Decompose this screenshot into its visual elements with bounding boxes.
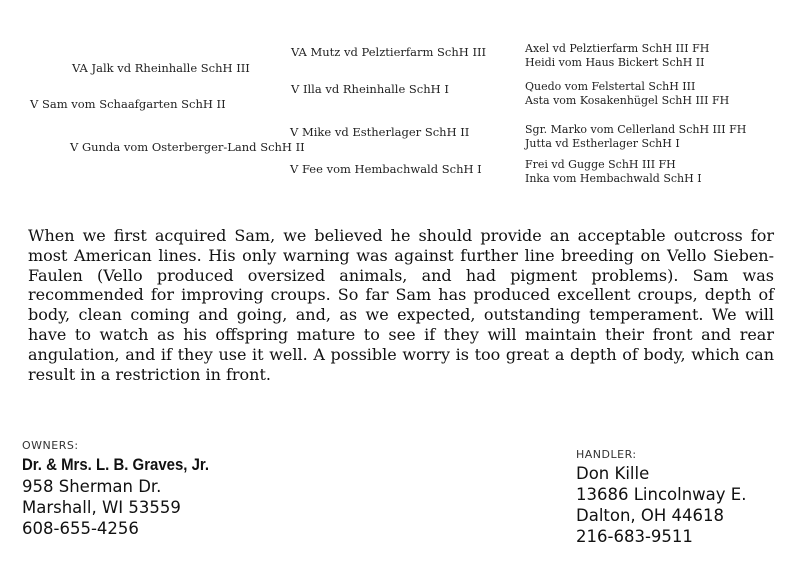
pedigree-gen4-sire: Quedo vom Felstertal SchH III [525,80,696,93]
handler-name: Don Kille [576,464,650,483]
pedigree-gen4-pair-4 [525,158,702,186]
handler-address-line-1: 13686 Lincolnway E. [576,485,747,504]
handler-address-line-2: Dalton, OH 44618 [576,506,725,525]
pedigree-gen4-dam: Heidi vom Haus Bickert SchH II [525,56,705,69]
pedigree-gen4-pair-1 [525,42,709,70]
pedigree-subject: V Sam vom Schaafgarten SchH II [30,97,226,111]
pedigree-dam-dam: V Fee vom Hembachwald SchH I [290,162,482,176]
pedigree-sire: VA Jalk vd Rheinhalle SchH III [72,61,250,75]
handler-phone: 216-683-9511 [576,527,693,546]
owners-label: OWNERS: [22,439,79,452]
pedigree-gen4-dam: Inka vom Hembachwald SchH I [525,172,702,185]
handler-label: HANDLER: [576,448,637,461]
pedigree-dam: V Gunda vom Osterberger-Land SchH II [70,140,305,154]
owners-address-line-2: Marshall, WI 53559 [22,498,181,517]
description-paragraph: When we first acquired Sam, we believed he should provide an acceptable outcross for most American lines. His only warning was against further line breeding on Vello Sieben-Faulen (Vello produced oversized animals, and had pigment problems). Sam was recommended for improving croups. So far Sam has produced excellent croups, depth of body, clean coming and going, and, as we expected, outstanding temperament. We will have to watch as his offspring mature to see if they will maintain their front and rear angulation, and if they use it well. A possible worry is too great a depth of body, which can result in a restriction in front. [28,226,774,384]
handler-block [576,447,746,547]
pedigree-gen4-pair-3 [525,123,746,151]
pedigree-gen4-dam: Jutta vd Estherlager SchH I [525,137,680,150]
pedigree-gen4-dam: Asta vom Kosakenhügel SchH III FH [525,94,730,107]
pedigree-gen4-sire: Axel vd Pelztierfarm SchH III FH [525,42,710,55]
pedigree-dam-sire: V Mike vd Estherlager SchH II [290,125,470,139]
pedigree-gen4-sire: Sgr. Marko vom Cellerland SchH III FH [525,123,747,136]
owners-name: Dr. & Mrs. L. B. Graves, Jr. [22,455,210,474]
pedigree-sire-sire: VA Mutz vd Pelztierfarm SchH III [291,45,487,59]
owners-address-line-1: 958 Sherman Dr. [22,477,162,496]
pedigree-gen4-sire: Frei vd Gugge SchH III FH [525,158,676,171]
pedigree-sire-dam: V Illa vd Rheinhalle SchH I [291,82,449,96]
owners-phone: 608-655-4256 [22,519,139,538]
owners-block [22,438,235,539]
pedigree-gen4-pair-2 [525,80,729,108]
